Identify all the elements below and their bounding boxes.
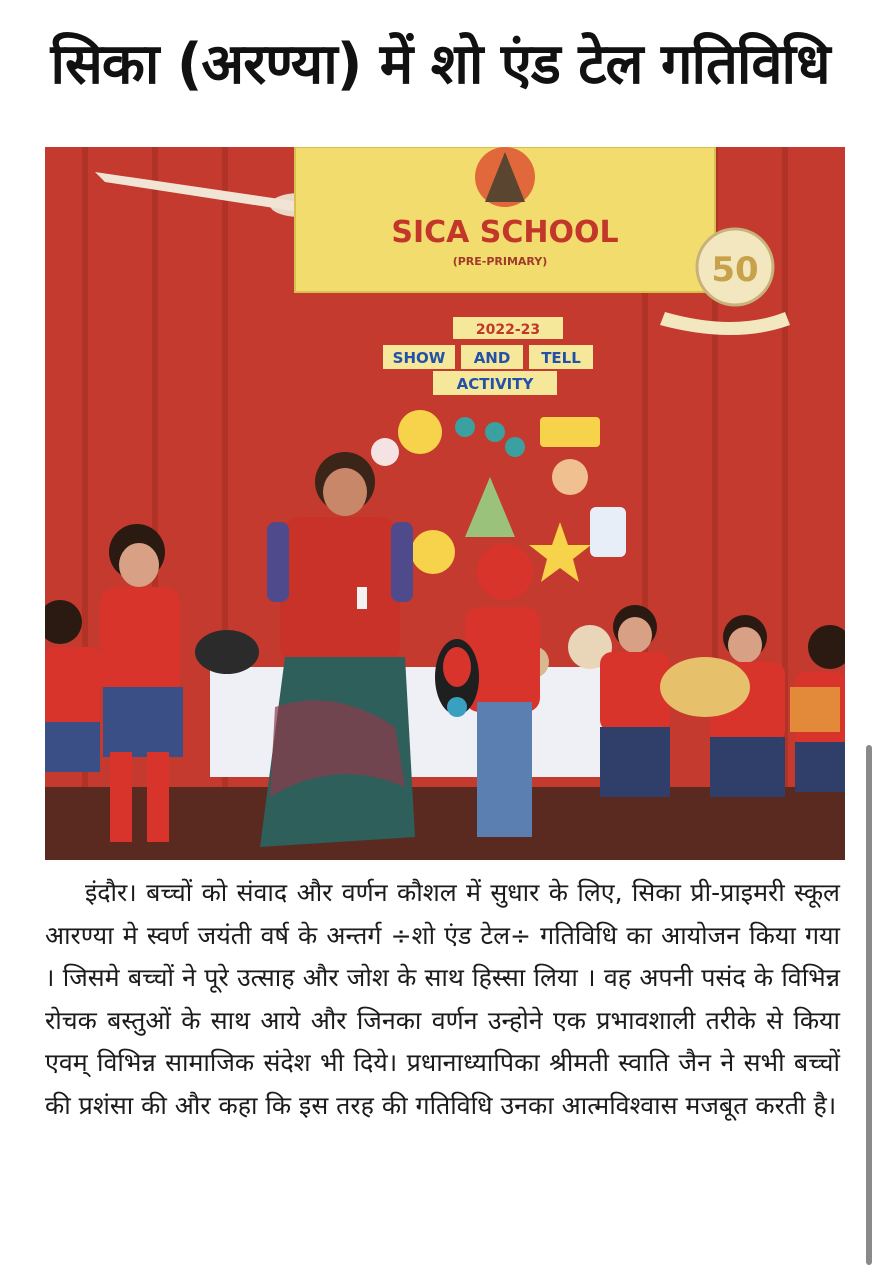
banner-title: SICA SCHOOL: [391, 215, 619, 250]
svg-text:SHOW: SHOW: [392, 349, 446, 367]
scrollbar[interactable]: [866, 745, 872, 1265]
article-text: [45, 872, 840, 1127]
svg-text:50: 50: [711, 250, 759, 290]
svg-text:TELL: TELL: [541, 349, 581, 367]
svg-text:ACTIVITY: ACTIVITY: [456, 375, 534, 393]
svg-text:2022-23: 2022-23: [475, 322, 541, 338]
headline: सिका (अरण्या) में शो एंड टेल गतिविधि: [50, 32, 830, 97]
svg-text:AND: AND: [473, 349, 511, 367]
news-photo: [45, 147, 845, 860]
banner-subtitle: (PRE-PRIMARY): [452, 255, 548, 268]
article-paragraph: इंदौर। बच्चों को संवाद और वर्णन कौशल में सुधार के लिए, सिका प्री-प्राइमरी स्कूल आरण्या मे स्वर्ण जयंती वर्ष के अन्तर्ग ÷शो एंड टेल÷ गतिविधि का आयोजन किया गया । जिसमे बच्चों ने पूरे उत्साह और जोश के साथ हिस्सा लिया । वह अपनी पसंद के विभिन्न रोचक बस्तुओं के साथ आये और जिनका वर्णन उन्होने एक प्रभावशाली तरीके से किया एवम् विभिन्न सामाजिक संदेश भी दिये। प्रधानाध्यापिका श्रीमती स्वाति जैन ने सभी बच्चों की प्रशंसा की और कहा कि इस तरह की गतिविधि उनका आत्मविश्वास मजबूत करती है।: [45, 878, 840, 1120]
school-banner: [295, 147, 715, 292]
